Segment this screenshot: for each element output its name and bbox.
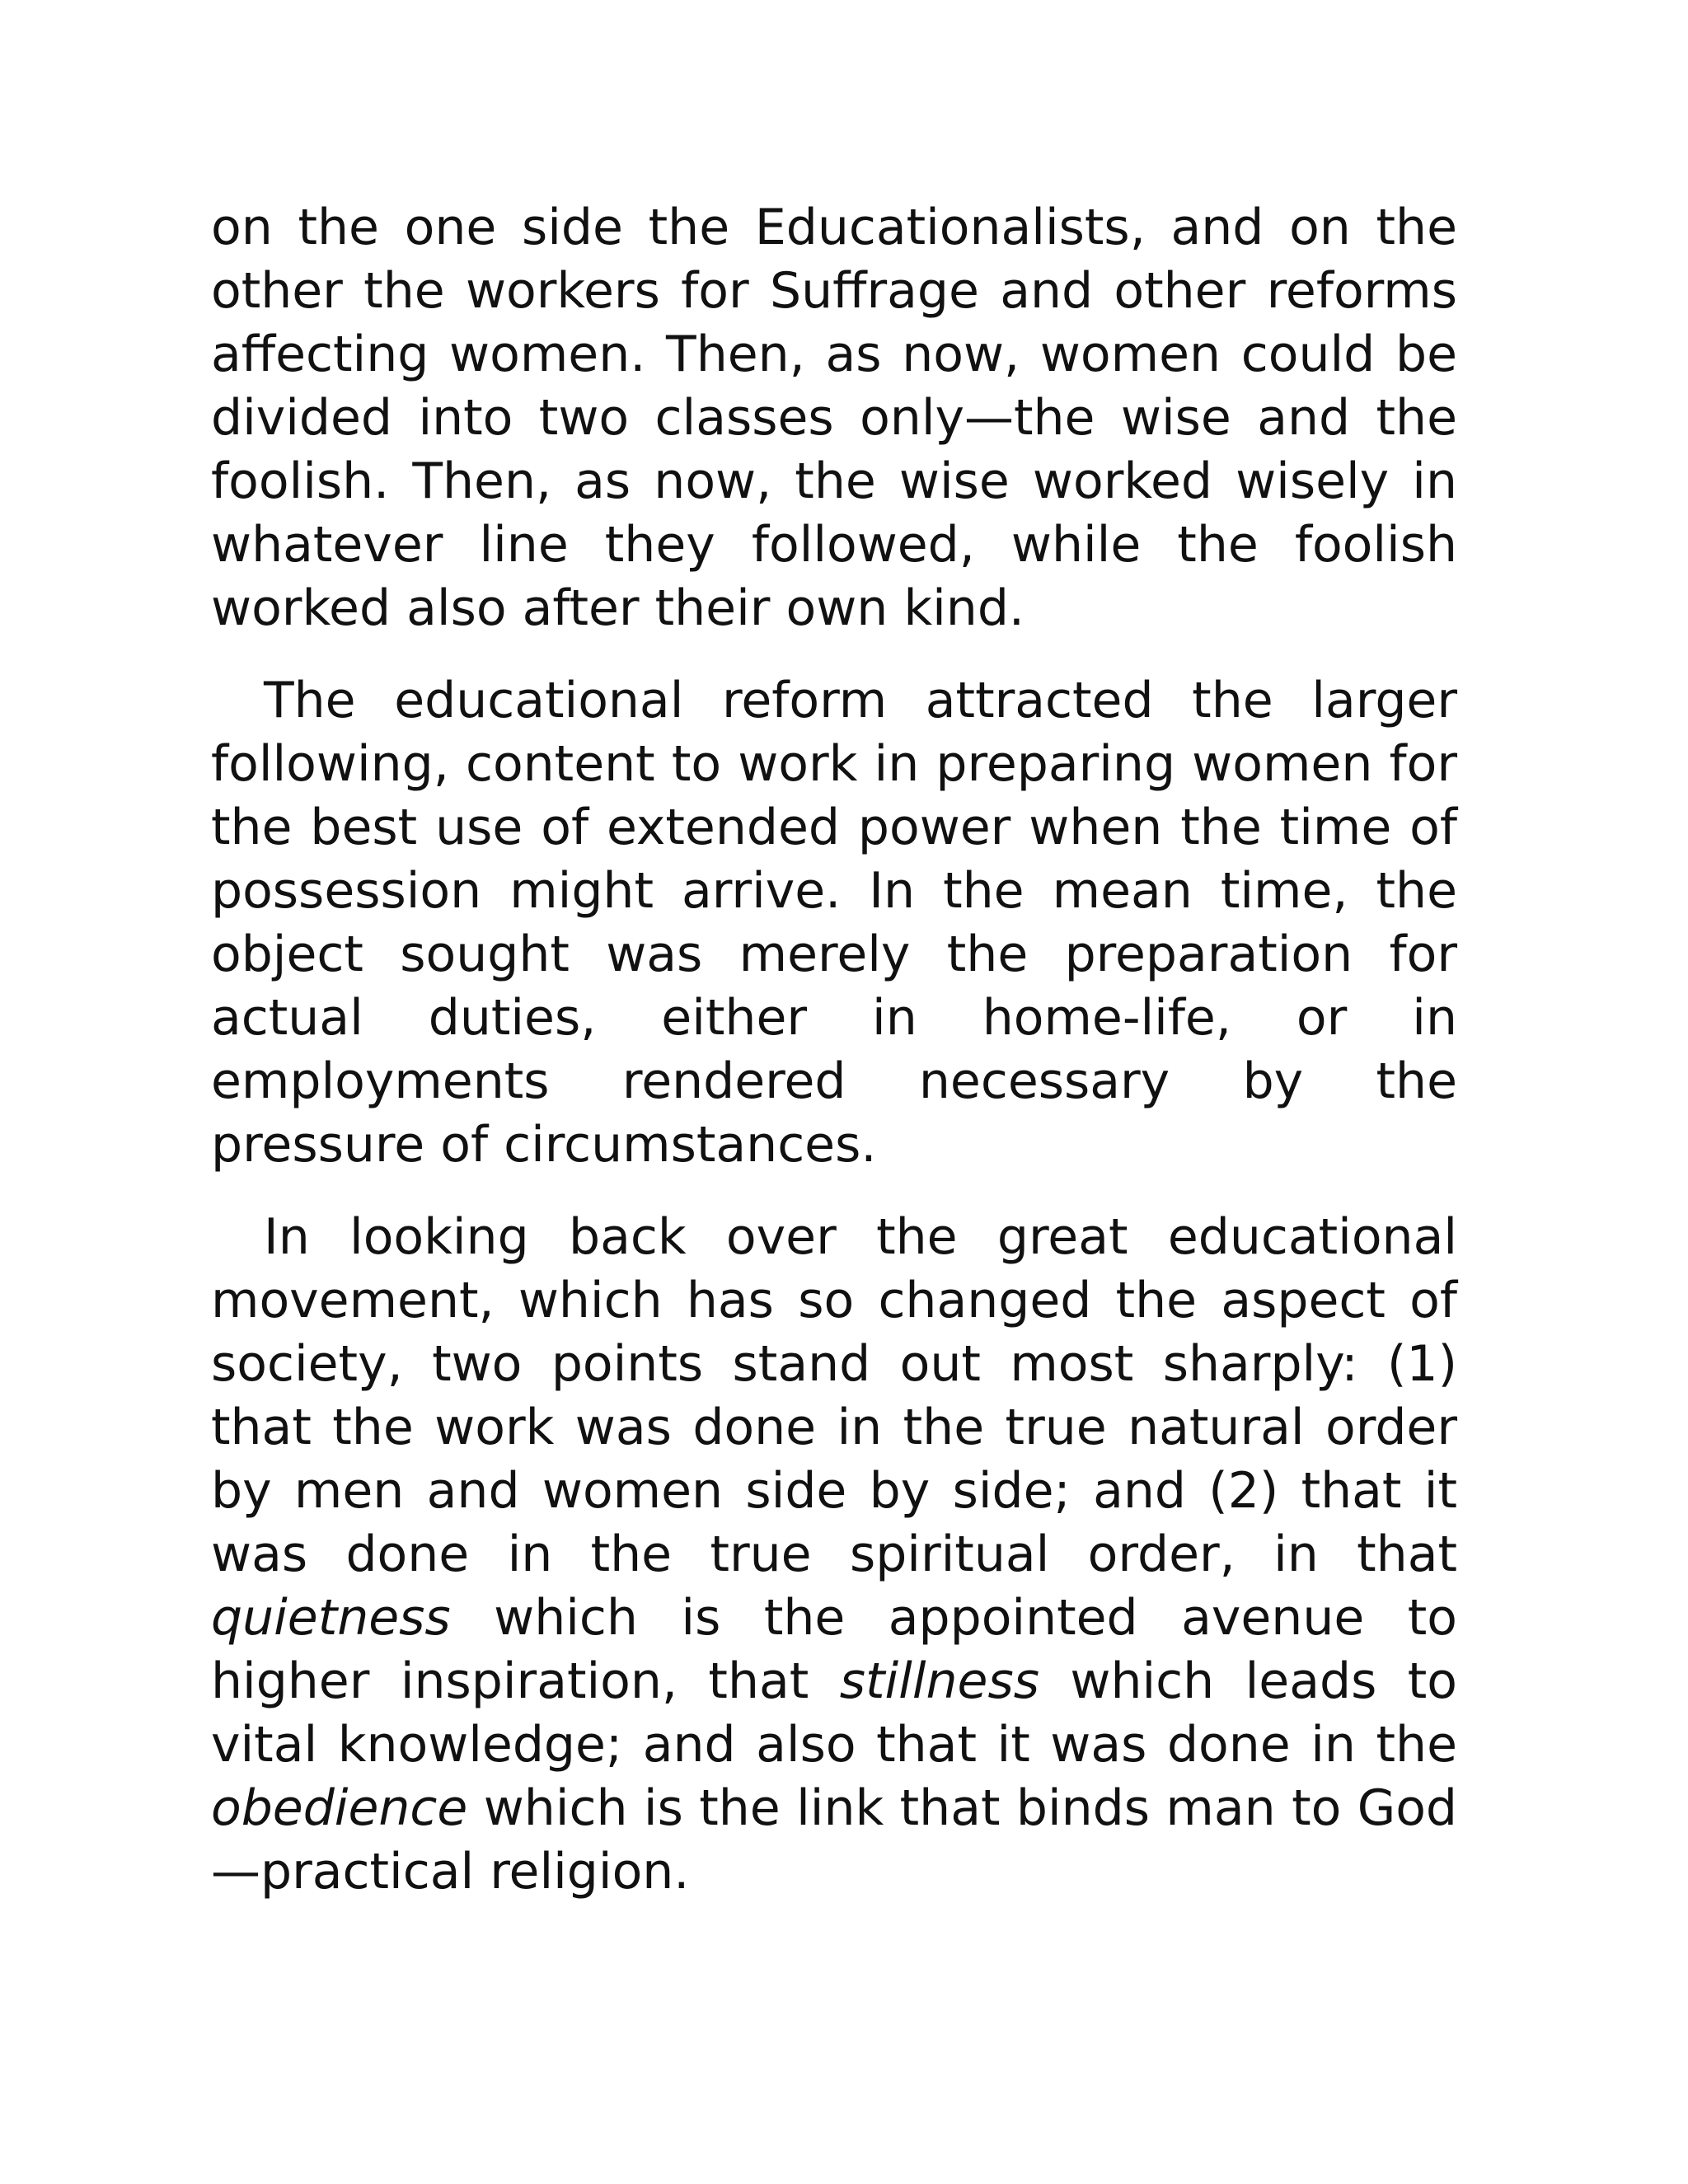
paragraph-3-text: which is the appointed avenue to higher inspiration, that [211,1589,1457,1710]
body-text [211,196,1457,1933]
paragraph-1: on the one side the Educationalists, and on the other the workers for Suffrage and other reforms affecting women. Then, as now, women could be divided into two classes only—the wise and the foolish. Then, as now, the wise worked wisely in whatever line they followed, while the foolish worked also after their own kind. [211,199,1457,637]
paragraph-3-text: which is the link that binds man to God—practical religion. [211,1779,1457,1900]
emphasis-obedience: obedience [211,1779,468,1837]
paragraph-3-text: In looking back over the great educational movement, which has so changed the aspect of society, two points stand out most sharply: (1) that the work was done in the true natural order by men and women side by side; and (2) that it was done in the true spiritual order, in that [211,1208,1457,1583]
emphasis-quietness: quietness [211,1589,451,1647]
emphasis-stillness: stillness [839,1652,1039,1710]
paragraph-3-text: which leads to vital knowledge; and also that it was done in the [211,1652,1457,1774]
paragraph-2: The educational reform attracted the larger following, content to work in preparing women for the best use of extended power when the time of possession might arrive. In the mean time, the object sought was merely the preparation for actual duties, either in home-life, or in employments rendered necessary by the pressure of circumstances. [211,672,1457,1174]
paragraph-3 [211,1206,1457,1904]
